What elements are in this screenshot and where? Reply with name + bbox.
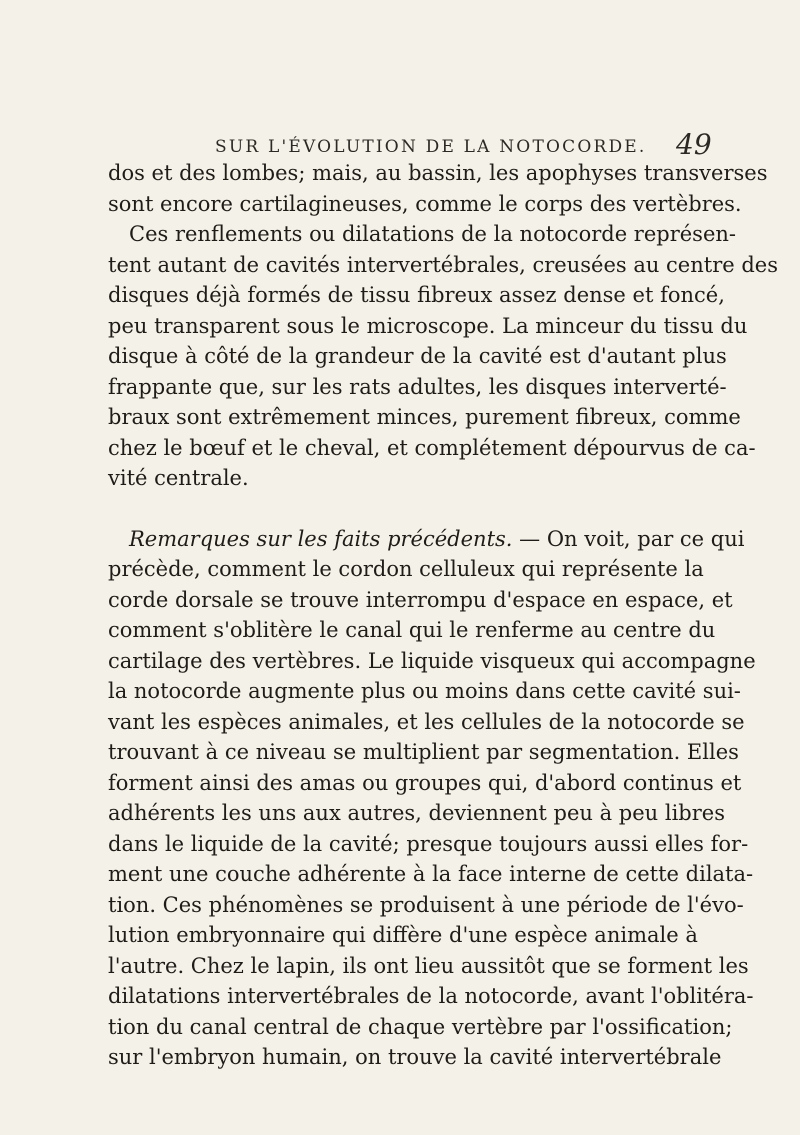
- page-number: 49: [676, 128, 712, 161]
- paragraph-1: [108, 158, 778, 494]
- body-text: [108, 158, 778, 1073]
- text-line: vité centrale.: [108, 466, 249, 490]
- text-line: vant les espèces animales, et les cellules de la notocorde se: [108, 709, 745, 734]
- text-line: trouvant à ce niveau se multiplient par segmentation. Elles: [108, 740, 739, 764]
- text-line: sont encore cartilagineuses, comme le corps des vertèbres.: [108, 191, 742, 216]
- text-line: adhérents les uns aux autres, deviennent peu à peu libres: [108, 801, 725, 825]
- text-line: cartilage des vertèbres. Le liquide visqueux qui accompagne: [108, 648, 756, 673]
- text-line: dilatations intervertébrales de la notocorde, avant l'oblitéra-: [108, 984, 754, 1008]
- text-line: l'autre. Chez le lapin, ils ont lieu aussitôt que se forment les: [108, 953, 749, 978]
- text-line: tent autant de cavités intervertébrales, creusées au centre des: [108, 252, 778, 277]
- text-line: dans le liquide de la cavité; presque toujours aussi elles for-: [108, 831, 749, 856]
- heading-continuation: — On voit, par ce qui: [512, 526, 745, 551]
- text-line: disques déjà formés de tissu fibreux assez dense et foncé,: [108, 283, 725, 307]
- text-line: Ces renflements ou dilatations de la notocorde représen-: [129, 222, 737, 246]
- paragraph-gap: [108, 494, 683, 524]
- text-line: tion. Ces phénomènes se produisent à une période de l'évo-: [108, 892, 744, 917]
- text-line: lution embryonnaire qui diffère d'une espèce animale à: [108, 923, 698, 947]
- text-line: précède, comment le cordon celluleux qui représente la: [108, 557, 704, 581]
- text-line: forment ainsi des amas ou groupes qui, d'abord continus et: [108, 770, 742, 795]
- running-head: SUR L'ÉVOLUTION DE LA NOTOCORDE.: [215, 137, 647, 157]
- text-line: la notocorde augmente plus ou moins dans cette cavité sui-: [108, 679, 741, 703]
- section-heading: Remarques sur les faits précédents.: [129, 526, 513, 551]
- text-line: comment s'oblitère le canal qui le renferme au centre du: [108, 618, 716, 642]
- text-line: corde dorsale se trouve interrompu d'espace en espace, et: [108, 587, 733, 612]
- text-line: frappante que, sur les rats adultes, les disques interverté-: [108, 374, 727, 399]
- text-line: sur l'embryon humain, on trouve la cavité intervertébrale: [108, 1045, 722, 1069]
- text-line: [108, 524, 745, 555]
- text-line: ment une couche adhérente à la face interne de cette dilata-: [108, 862, 754, 886]
- text-line: tion du canal central de chaque vertèbre par l'ossification;: [108, 1014, 733, 1039]
- text-line: disque à côté de la grandeur de la cavité est d'autant plus: [108, 344, 727, 368]
- text-line: peu transparent sous le microscope. La minceur du tissu du: [108, 313, 748, 338]
- paragraph-2: [108, 524, 756, 1073]
- text-line: dos et des lombes; mais, au bassin, les apophyses transverses: [108, 161, 768, 185]
- text-line: chez le bœuf et le cheval, et complétement dépourvus de ca-: [108, 435, 756, 460]
- text-line: braux sont extrêmement minces, purement fibreux, comme: [108, 405, 741, 429]
